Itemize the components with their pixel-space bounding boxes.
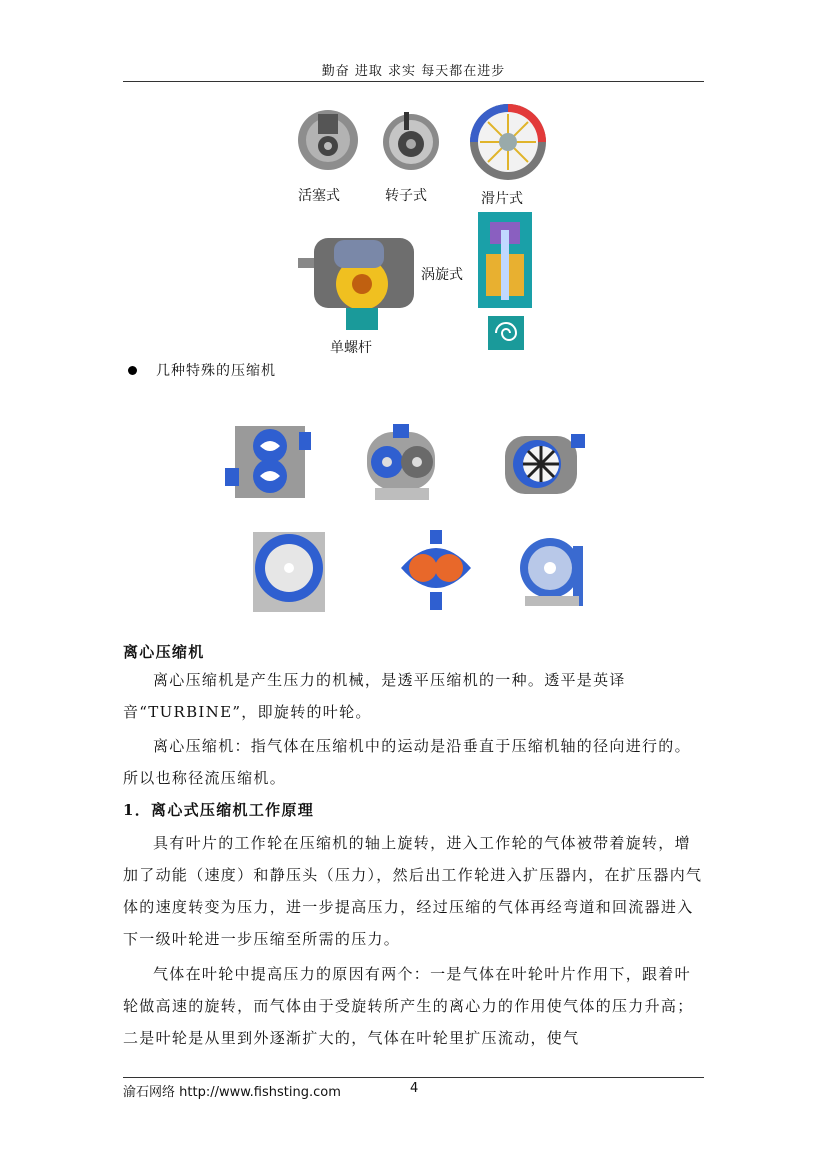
label-rotor: 转子式 [385, 188, 427, 204]
lobe-pump-image [401, 530, 471, 610]
compressor-types-figure-bottom [294, 210, 544, 355]
header-rule [123, 81, 704, 82]
section-paragraph-1: 离心压缩机是产生压力的机械，是透平压缩机的一种。透平是英译音“TURBINE”，即旋转的叶轮。 [123, 671, 626, 721]
roots-blower-image [367, 424, 435, 500]
bullet-icon [128, 366, 137, 375]
page-number: 4 [410, 1081, 419, 1096]
footer-site: 渝石网络 http://www.fishsting.com [123, 1085, 341, 1100]
vane-compressor-image [470, 104, 546, 180]
label-piston: 活塞式 [298, 188, 340, 204]
vane-pump-image [505, 434, 585, 494]
subsection-paragraph-2: 气体在叶轮中提高压力的原因有两个：一是气体在叶轮叶片作用下，跟着叶轮做高速的旋转，而气体由于受旋转所产生的离心力的作用使气体的压力升高；二是叶轮是从里到外逐渐扩大的，气体在叶轮里扩压流动，使气 [123, 965, 694, 1047]
subsection-paragraph-1: 具有叶片的工作轮在压缩机的轴上旋转，进入工作轮的气体被带着旋转，增加了动能（速度）和静压头（压力），然后出工作轮进入扩压器内，在扩压器内气体的速度转变为压力，进一步提高压力，经过压缩的气体再经弯道和回流器进入下一级叶轮进一步压缩至所需的压力。 [123, 834, 703, 948]
subsection-title: 1．离心式压缩机工作原理 [123, 801, 315, 819]
footer-rule [123, 1077, 704, 1078]
section-title: 离心压缩机 [123, 643, 205, 661]
label-single-screw: 单螺杆 [330, 340, 372, 356]
centrifugal-compressor-image [520, 538, 583, 606]
section-paragraph-2: 离心压缩机：指气体在压缩机中的运动是沿垂直于压缩机轴的径向进行的。所以也称径流压缩机。 [123, 737, 691, 787]
page-header: 勤奋 进取 求实 每天都在进步 [321, 64, 506, 79]
radial-fan-image [253, 532, 325, 612]
piston-compressor-image [298, 110, 358, 170]
scroll-compressor-image [478, 212, 532, 350]
rotor-compressor-image [383, 112, 439, 170]
special-compressors-figure [225, 418, 595, 618]
twin-screw-image [225, 426, 311, 498]
label-scroll: 涡旋式 [421, 267, 463, 283]
label-vane: 滑片式 [481, 191, 523, 207]
single-screw-compressor-image [298, 238, 414, 330]
bullet-text: 几种特殊的压缩机 [156, 363, 276, 379]
